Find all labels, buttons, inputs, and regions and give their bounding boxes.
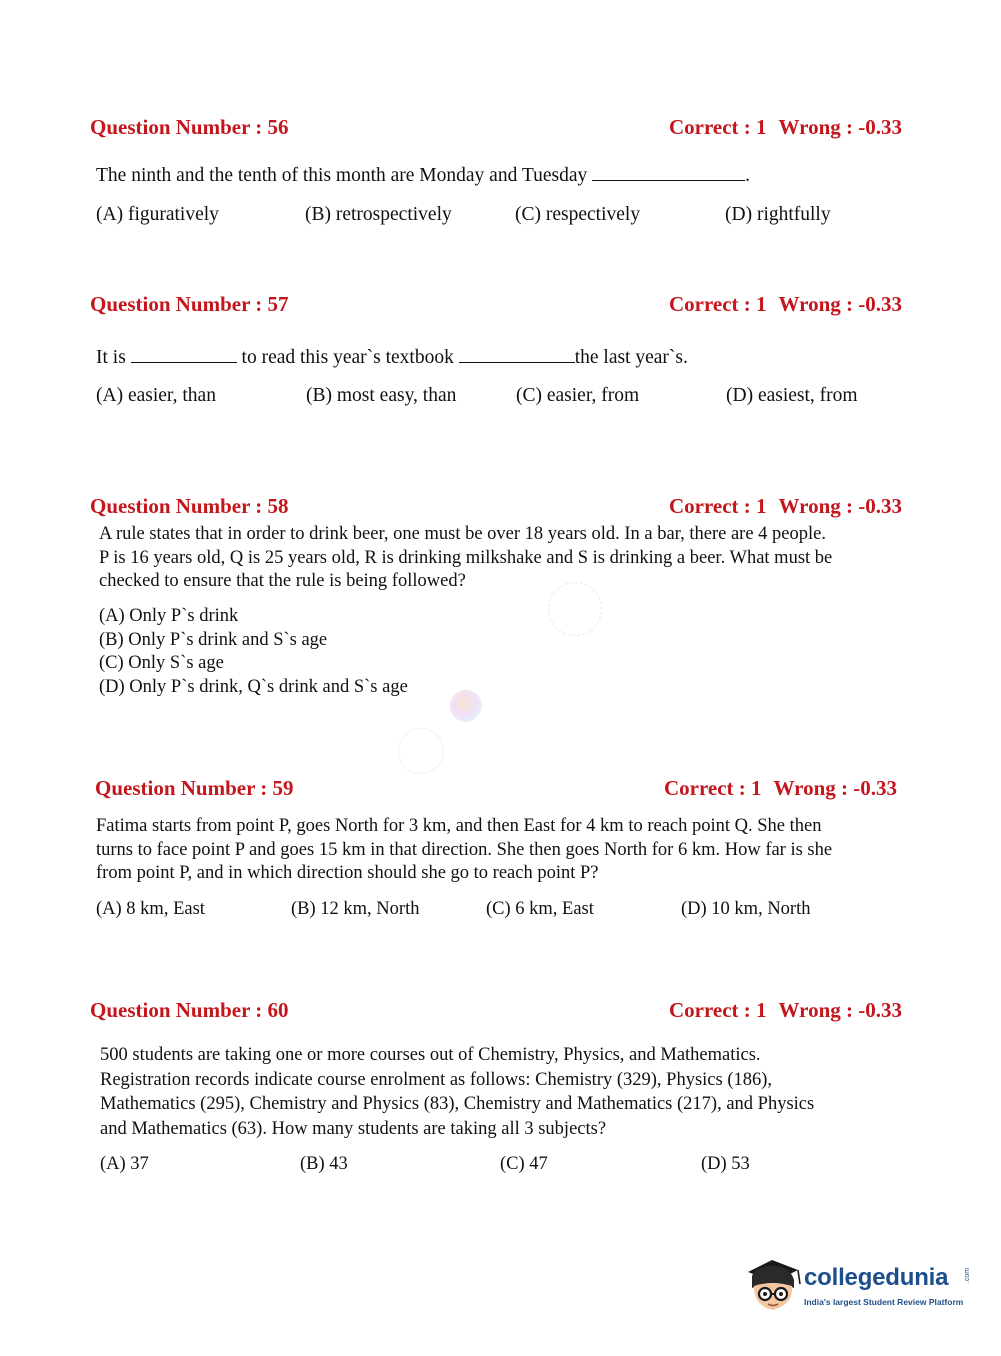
option-d: (D) 10 km, North bbox=[681, 899, 811, 919]
marking-scheme-59 bbox=[664, 776, 897, 801]
option-b: (B) retrospectively bbox=[305, 204, 452, 225]
stem-text: to read this year`s textbook bbox=[241, 347, 454, 368]
stem-line: 500 students are taking one or more courses out of Chemistry, Physics, and Mathematics. bbox=[100, 1045, 761, 1065]
question-stem-56 bbox=[96, 164, 750, 187]
option-a: (A) 8 km, East bbox=[96, 899, 205, 919]
wrong-marks: Wrong : -0.33 bbox=[778, 494, 902, 518]
option-d: (D) easiest, from bbox=[726, 385, 858, 406]
answer-blank bbox=[592, 164, 745, 181]
option-b: (B) 43 bbox=[300, 1154, 348, 1174]
option-a: (A) 37 bbox=[100, 1154, 149, 1174]
watermark-logo-icon bbox=[450, 690, 482, 722]
correct-marks: Correct : 1 bbox=[668, 292, 767, 316]
question-stem-59 bbox=[96, 815, 832, 886]
marking-scheme-57 bbox=[669, 292, 902, 317]
stem-line: Registration records indicate course enrolment as follows: Chemistry (329), Physics (186), bbox=[100, 1069, 773, 1090]
wrong-marks: Wrong : -0.33 bbox=[778, 292, 902, 316]
option-c: (C) 6 km, East bbox=[486, 899, 594, 919]
collegedunia-logo bbox=[742, 1250, 972, 1320]
marking-scheme-56 bbox=[669, 115, 902, 140]
question-number-56: Question Number : 56 bbox=[90, 115, 289, 139]
correct-marks: Correct : 1 bbox=[668, 494, 767, 518]
watermark-circle bbox=[398, 728, 444, 774]
question-number-60: Question Number : 60 bbox=[90, 998, 289, 1022]
stem-line: P is 16 years old, Q is 25 years old, R is drinking milkshake and S is drinking a beer. What must be bbox=[99, 547, 833, 568]
option-c: (C) 47 bbox=[500, 1154, 548, 1174]
stem-line: turns to face point P and goes 15 km in that direction. She then goes North for 6 km. How far is she bbox=[96, 839, 833, 860]
stem-text: It is bbox=[96, 347, 126, 368]
option-a: (A) Only P`s drink bbox=[99, 606, 239, 626]
option-a: (A) easier, than bbox=[96, 385, 216, 406]
stem-line: and Mathematics (63). How many students are taking all 3 subjects? bbox=[100, 1118, 607, 1139]
mascot-icon bbox=[742, 1254, 804, 1316]
brand-tagline: India's largest Student Review Platform bbox=[804, 1297, 964, 1307]
correct-marks: Correct : 1 bbox=[668, 115, 767, 139]
stem-text: The ninth and the tenth of this month are Monday and Tuesday bbox=[96, 165, 588, 186]
option-d: (D) 53 bbox=[701, 1154, 750, 1174]
brand-name: collegedunia bbox=[804, 1264, 949, 1291]
correct-marks: Correct : 1 bbox=[663, 776, 762, 800]
option-b: (B) 12 km, North bbox=[291, 899, 420, 919]
question-stem-60 bbox=[100, 1043, 814, 1141]
wrong-marks: Wrong : -0.33 bbox=[778, 998, 902, 1022]
question-stem-58 bbox=[99, 523, 832, 594]
option-b: (B) Only P`s drink and S`s age bbox=[99, 629, 328, 650]
option-c: (C) easier, from bbox=[516, 385, 640, 406]
stem-line: checked to ensure that the rule is being followed? bbox=[99, 571, 466, 591]
question-number-57: Question Number : 57 bbox=[90, 292, 289, 316]
wrong-marks: Wrong : -0.33 bbox=[778, 115, 902, 139]
stem-line: from point P, and in which direction should she go to reach point P? bbox=[96, 863, 599, 883]
wrong-marks: Wrong : -0.33 bbox=[773, 776, 897, 800]
marking-scheme-60 bbox=[669, 998, 902, 1023]
stem-end: . bbox=[745, 165, 750, 186]
watermark-seal bbox=[548, 582, 602, 636]
stem-line: A rule states that in order to drink beer, one must be over 18 years old. In a bar, there are 4 people. bbox=[99, 524, 826, 544]
stem-line: Mathematics (295), Chemistry and Physics (83), Chemistry and Mathematics (217), and Physics bbox=[100, 1094, 815, 1114]
marking-scheme-58 bbox=[669, 494, 902, 519]
option-d: (D) Only P`s drink, Q`s drink and S`s age bbox=[99, 676, 408, 697]
brand-suffix: .com bbox=[964, 1267, 972, 1284]
answer-blank bbox=[131, 346, 237, 363]
option-b: (B) most easy, than bbox=[306, 385, 457, 406]
option-a: (A) figuratively bbox=[96, 204, 219, 225]
answer-blank bbox=[459, 346, 575, 363]
stem-text: the last year`s. bbox=[574, 347, 688, 368]
options-list-58 bbox=[99, 605, 408, 699]
option-c: (C) respectively bbox=[515, 204, 641, 225]
question-stem-57 bbox=[96, 346, 688, 369]
question-number-59: Question Number : 59 bbox=[95, 776, 294, 800]
option-c: (C) Only S`s age bbox=[99, 653, 224, 673]
correct-marks: Correct : 1 bbox=[668, 998, 767, 1022]
option-d: (D) rightfully bbox=[725, 204, 831, 225]
stem-line: Fatima starts from point P, goes North for 3 km, and then East for 4 km to reach point Q. She then bbox=[96, 816, 822, 836]
question-number-58: Question Number : 58 bbox=[90, 494, 289, 518]
